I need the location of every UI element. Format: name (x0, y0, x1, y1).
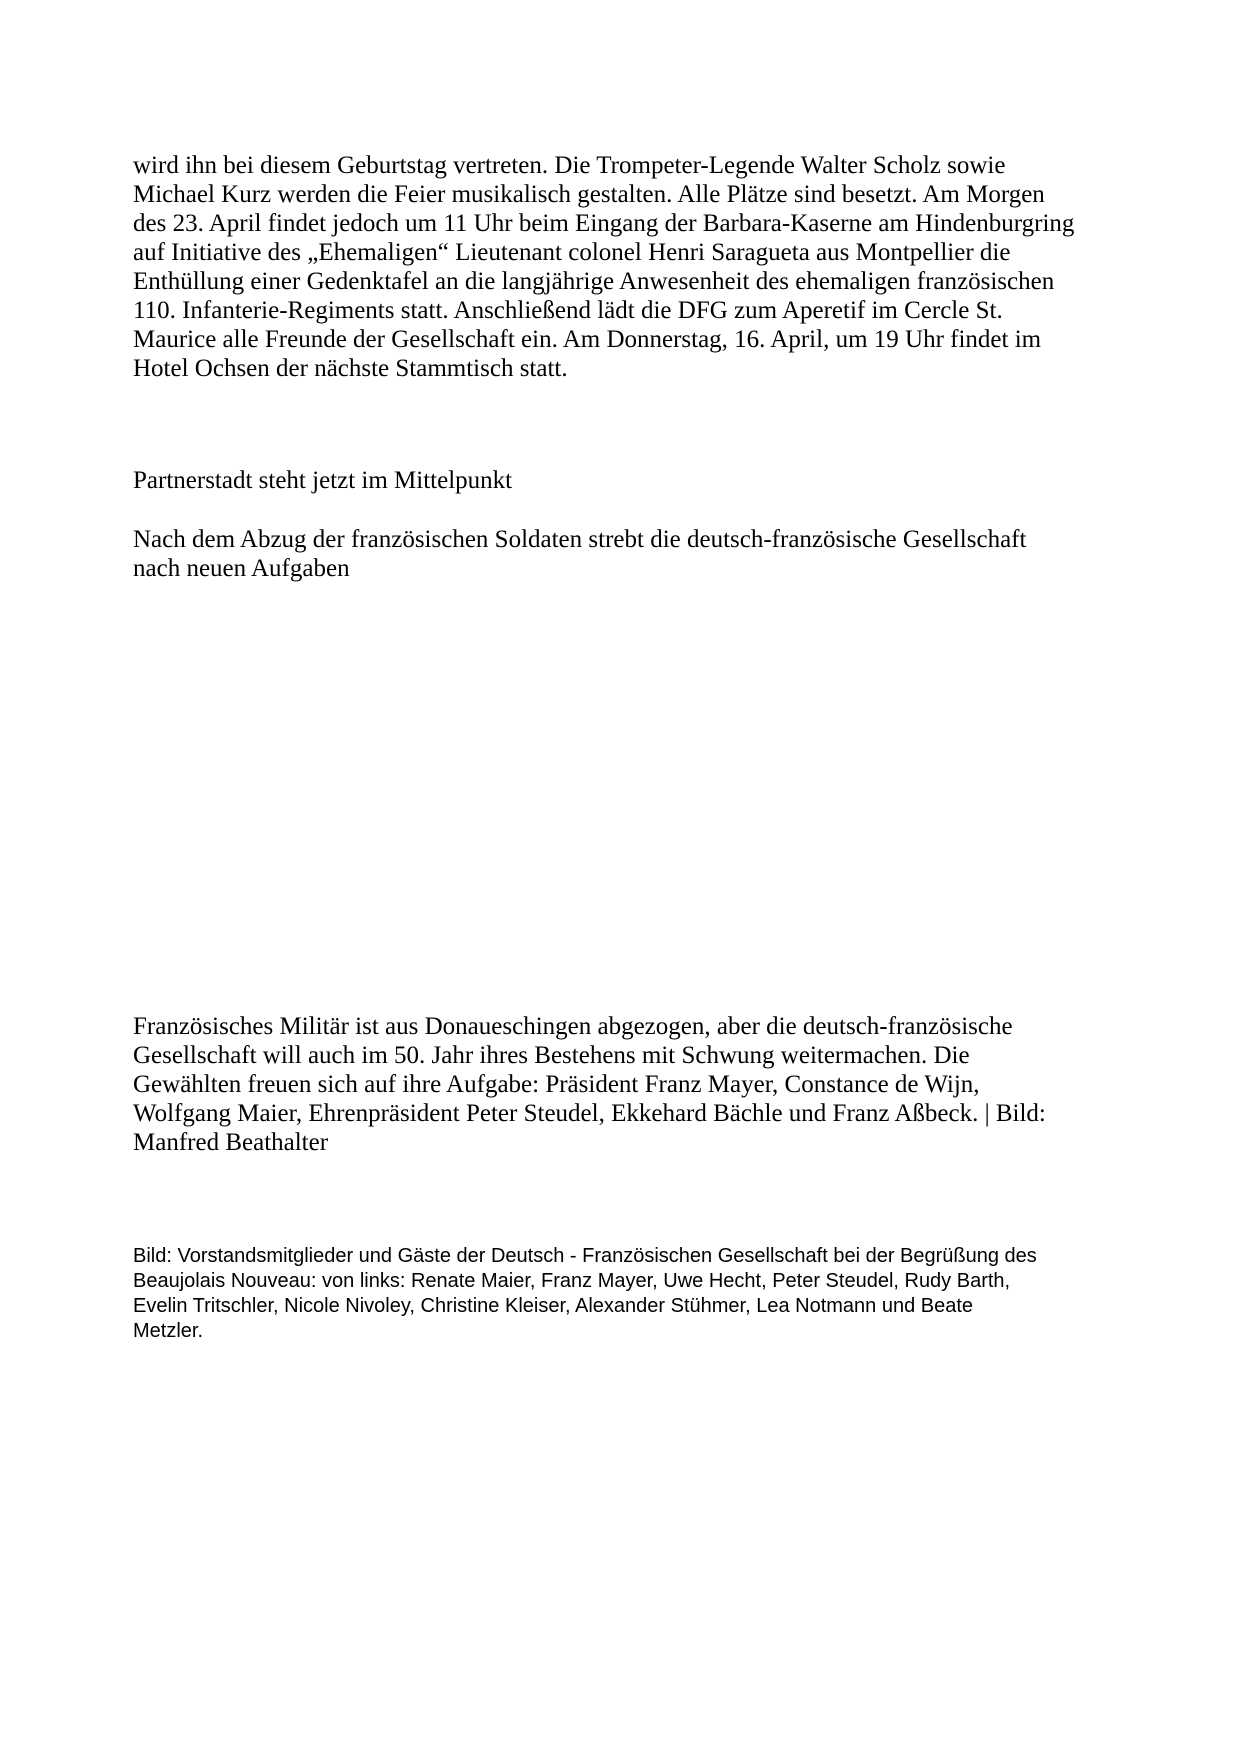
text-line: auf Initiative des „Ehemaligen“ Lieutenant colonel Henri Saragueta aus Montpellier die (133, 239, 1011, 266)
section-heading (133, 466, 512, 495)
photo-description-paragraph (133, 1012, 1046, 1157)
text-line: des 23. April findet jedoch um 11 Uhr beim Eingang der Barbara-Kaserne am Hindenburgring (133, 210, 1075, 237)
text-line: Wolfgang Maier, Ehrenpräsident Peter Steudel, Ekkehard Bächle und Franz Aßbeck. | Bild: (133, 1100, 1046, 1127)
text-line: Hotel Ochsen der nächste Stammtisch statt. (133, 355, 568, 382)
body-paragraph (133, 151, 1074, 383)
text-line: Bild: Vorstandsmitglieder und Gäste der Deutsch - Französischen Gesellschaft bei der Begrüßung des (133, 1245, 1037, 1267)
text-line: nach neuen Aufgaben (133, 555, 350, 582)
text-line: Evelin Tritschler, Nicole Nivoley, Christine Kleiser, Alexander Stühmer, Lea Notmann und Beate (133, 1295, 974, 1317)
photo-caption-paragraph (133, 1244, 1037, 1344)
text-line: Maurice alle Freunde der Gesellschaft ein. Am Donnerstag, 16. April, um 19 Uhr findet im (133, 326, 1042, 353)
text-line: Manfred Beathalter (133, 1129, 329, 1156)
section-subheading (133, 525, 1026, 583)
text-line: Michael Kurz werden die Feier musikalisch gestalten. Alle Plätze sind besetzt. Am Morgen (133, 181, 1045, 208)
text-line: Gesellschaft will auch im 50. Jahr ihres Bestehens mit Schwung weitermachen. Die (133, 1042, 970, 1069)
text-line: Enthüllung einer Gedenktafel an die langjährige Anwesenheit des ehemaligen französischen (133, 268, 1055, 295)
text-line: wird ihn bei diesem Geburtstag vertreten. Die Trompeter-Legende Walter Scholz sowie (133, 152, 1006, 179)
text-line: Gewählten freuen sich auf ihre Aufgabe: Präsident Franz Mayer, Constance de Wijn, (133, 1071, 980, 1098)
text-line: Metzler. (133, 1320, 204, 1342)
text-line: Französisches Militär ist aus Donaueschingen abgezogen, aber die deutsch-französische (133, 1013, 1013, 1040)
heading-text: Partnerstadt steht jetzt im Mittelpunkt (133, 467, 513, 494)
text-line: Beaujolais Nouveau: von links: Renate Maier, Franz Mayer, Uwe Hecht, Peter Steudel, Rudy Barth, (133, 1270, 1011, 1292)
text-line: 110. Infanterie-Regiments statt. Anschließend lädt die DFG zum Aperetif im Cercle St. (133, 297, 1003, 324)
text-line: Nach dem Abzug der französischen Soldaten strebt die deutsch-französische Gesellschaft (133, 526, 1027, 553)
